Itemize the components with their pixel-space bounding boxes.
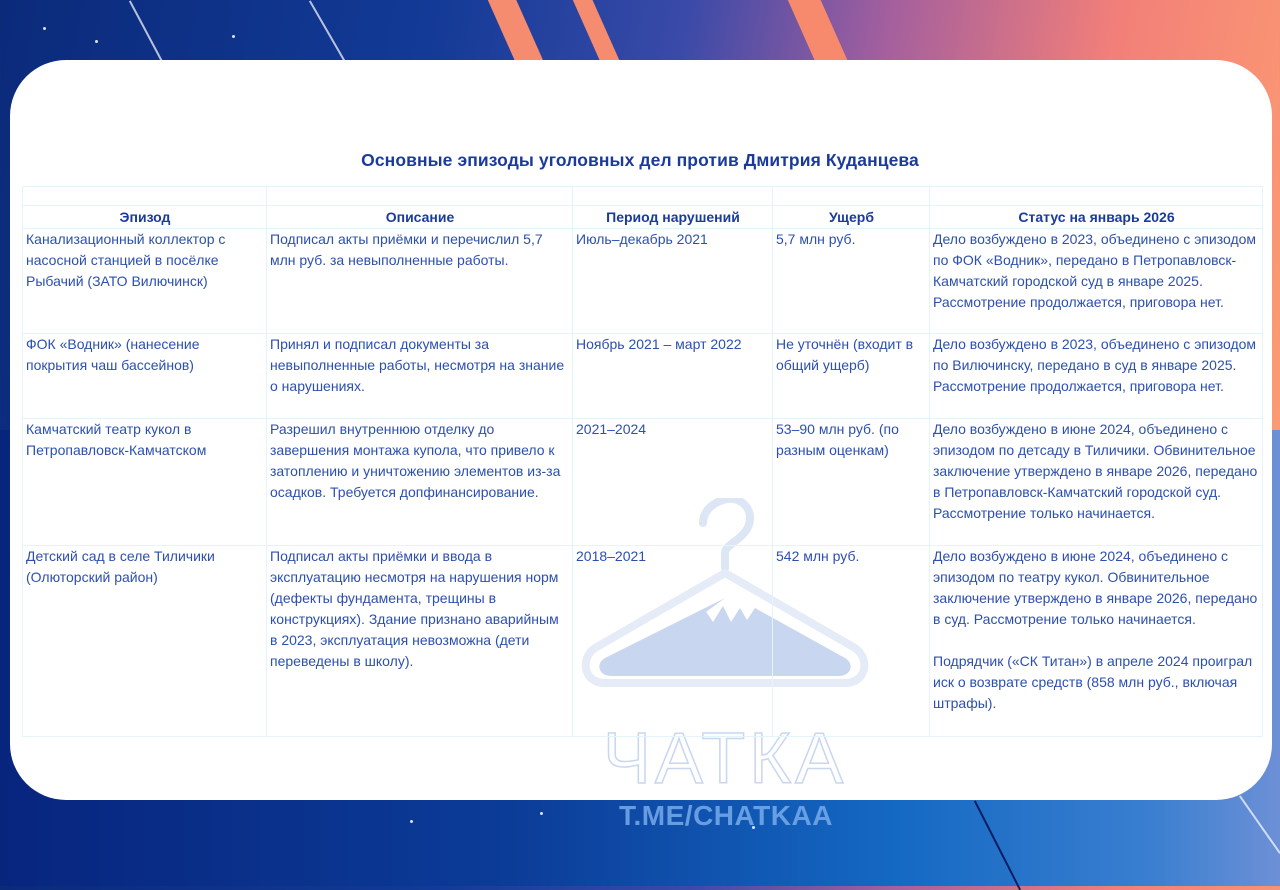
cell-status: Дело возбуждено в 2023, объединено с эпизодом по ФОК «Водник», передано в Петропавловск-Камчатский городской суд в январе 2025. Рассмотрение продолжается, приговора нет. (930, 229, 1263, 334)
table-row (23, 546, 1263, 737)
cell-status: Дело возбуждено в июне 2024, объединено с эпизодом по детсаду в Тиличики. Обвинительное заключение утверждено в январе 2026, передано в Петропавловск-Камчатский городской суд. Рассмотрение только начинается. (930, 419, 1263, 546)
table-row (23, 419, 1263, 546)
cell-episode: Канализационный коллектор с насосной станцией в посёлке Рыбачий (ЗАТО Вилючинск) (23, 229, 267, 334)
star (43, 27, 46, 30)
column-header-status: Статус на январь 2026 (930, 206, 1263, 229)
status-note: Подрядчик («СК Титан») в апреле 2024 проиграл иск о возврате средств (858 млн руб., включая штрафы). (933, 653, 1253, 711)
table-row (23, 334, 1263, 419)
watermark-url: T.ME/CHATKAA (619, 800, 833, 831)
cell-damage: Не уточнён (входит в общий ущерб) (773, 334, 930, 419)
table-row (23, 229, 1263, 334)
cell-damage: 5,7 млн руб. (773, 229, 930, 334)
cell-damage: 542 млн руб. (773, 546, 930, 737)
star (95, 40, 98, 43)
star (232, 35, 235, 38)
cell-period: 2018–2021 (573, 546, 773, 737)
cell-description: Подписал акты приёмки и перечислил 5,7 млн руб. за невыполненные работы. (267, 229, 573, 334)
cell-damage: 53–90 млн руб. (по разным оценкам) (773, 419, 930, 546)
episodes-table (22, 186, 1263, 737)
watermark-brand: ЧАТКА (602, 719, 848, 799)
cell-episode: ФОК «Водник» (нанесение покрытия чаш бассейнов) (23, 334, 267, 419)
cell-period: Июль–декабрь 2021 (573, 229, 773, 334)
cell-status (930, 546, 1263, 737)
column-header-period: Период нарушений (573, 206, 773, 229)
star (540, 812, 543, 815)
star (410, 820, 413, 823)
column-header-damage: Ущерб (773, 206, 930, 229)
status-text: Дело возбуждено в июне 2024, объединено с эпизодом по театру кукол. Обвинительное заключение утверждено в январе 2026, передано в суд. Рассмотрение только начинается. (933, 548, 1258, 627)
cell-episode: Детский сад в селе Тиличики (Олюторский район) (23, 546, 267, 737)
cell-episode: Камчатский театр кукол в Петропавловск-Камчатском (23, 419, 267, 546)
cell-period: Ноябрь 2021 – март 2022 (573, 334, 773, 419)
column-header-episode: Эпизод (23, 206, 267, 229)
cell-period: 2021–2024 (573, 419, 773, 546)
cell-description: Разрешил внутреннюю отделку до завершения монтажа купола, что привело к затоплению и уничтожению элементов из-за осадков. Требуется допфинансирование. (267, 419, 573, 546)
table-header-row (23, 206, 1263, 229)
page-title: Основные эпизоды уголовных дел против Дмитрия Куданцева (361, 150, 919, 170)
cell-status: Дело возбуждено в 2023, объединено с эпизодом по Вилючинску, передано в суд в январе 2025. Рассмотрение продолжается, приговора нет. (930, 334, 1263, 419)
table-spacer-row (23, 187, 1263, 206)
cell-description: Принял и подписал документы за невыполненные работы, несмотря на знание о нарушениях. (267, 334, 573, 419)
column-header-description: Описание (267, 206, 573, 229)
cell-description: Подписал акты приёмки и ввода в эксплуатацию несмотря на нарушения норм (дефекты фундамента, трещины в конструкциях). Здание признано аварийным в 2023, эксплуатация невозможна (дети переведены в школу). (267, 546, 573, 737)
